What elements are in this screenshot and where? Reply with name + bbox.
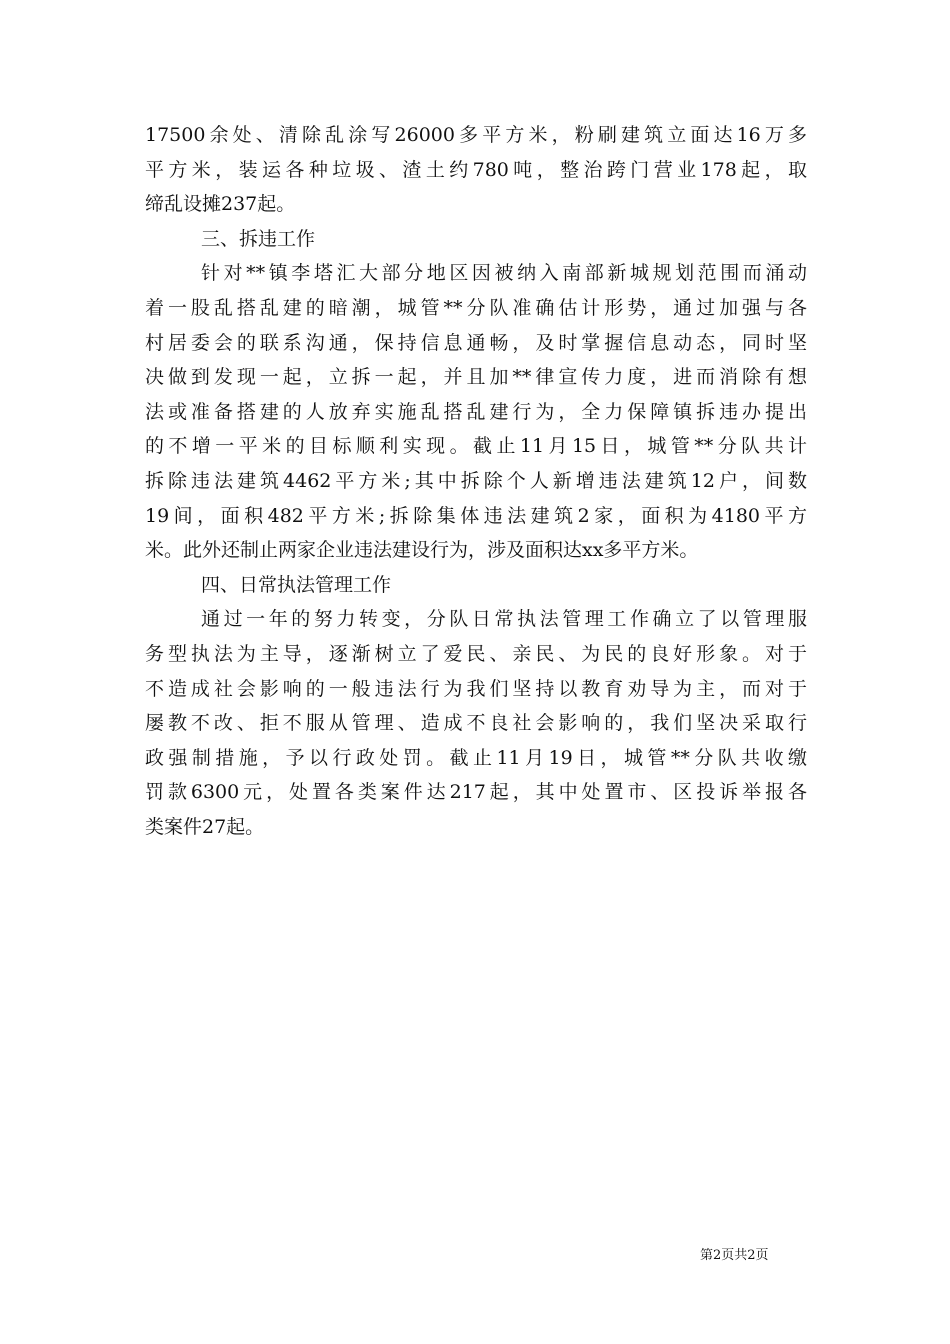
body-line-2: 平方米，装运各种垃圾、渣土约780吨，整治跨门营业178起，取 — [145, 158, 807, 181]
section-heading-demolition: 三、拆违工作 — [201, 227, 316, 250]
body-line-8: 决做到发现一起，立拆一起，并且加**律宣传力度，进而消除有想 — [145, 366, 807, 389]
body-line-20: 罚款6300元，处置各类案件达217起，其中处置市、区投诉举报各 — [145, 781, 807, 804]
section-heading-enforcement: 四、日常执法管理工作 — [201, 573, 392, 596]
body-line-15: 通过一年的努力转变，分队日常执法管理工作确立了以管理服 — [201, 608, 807, 631]
body-line-12: 19间，面积482平方米;拆除集体违法建筑2家，面积为4180平方 — [145, 504, 807, 527]
body-line-16: 务型执法为主导，逐渐树立了爱民、亲民、为民的良好形象。对于 — [145, 642, 807, 665]
body-line-17: 不造成社会影响的一般违法行为我们坚持以教育劝导为主，而对于 — [145, 677, 807, 700]
body-line-21: 类案件27起。 — [145, 815, 265, 838]
body-line-10: 的不增一平米的目标顺利实现。截止11月15日，城管**分队共计 — [145, 435, 807, 458]
body-line-19: 政强制措施，予以行政处罚。截止11月19日，城管**分队共收缴 — [145, 746, 807, 769]
document-body — [145, 118, 807, 844]
body-line-5: 针对**镇李塔汇大部分地区因被纳入南部新城规划范围而涌动 — [201, 262, 807, 285]
body-line-9: 法或准备搭建的人放弃实施乱搭乱建行为，全力保障镇拆违办提出 — [145, 400, 807, 423]
page-number-footer: 第2页共2页 — [700, 1248, 769, 1263]
body-line-1: 17500余处、清除乱涂写26000多平方米，粉刷建筑立面达16万多 — [145, 124, 807, 146]
body-line-6: 着一股乱搭乱建的暗潮，城管**分队准确估计形势，通过加强与各 — [145, 296, 807, 319]
body-line-13: 米。此外还制止两家企业违法建设行为，涉及面积达xx多平方米。 — [145, 539, 699, 562]
body-line-18: 屡教不改、拒不服从管理、造成不良社会影响的，我们坚决采取行 — [145, 712, 807, 735]
body-line-11: 拆除违法建筑4462平方米;其中拆除个人新增违法建筑12户，间数 — [145, 469, 807, 492]
body-line-3: 缔乱设摊237起。 — [145, 193, 296, 216]
body-line-7: 村居委会的联系沟通，保持信息通畅，及时掌握信息动态，同时坚 — [145, 331, 807, 354]
